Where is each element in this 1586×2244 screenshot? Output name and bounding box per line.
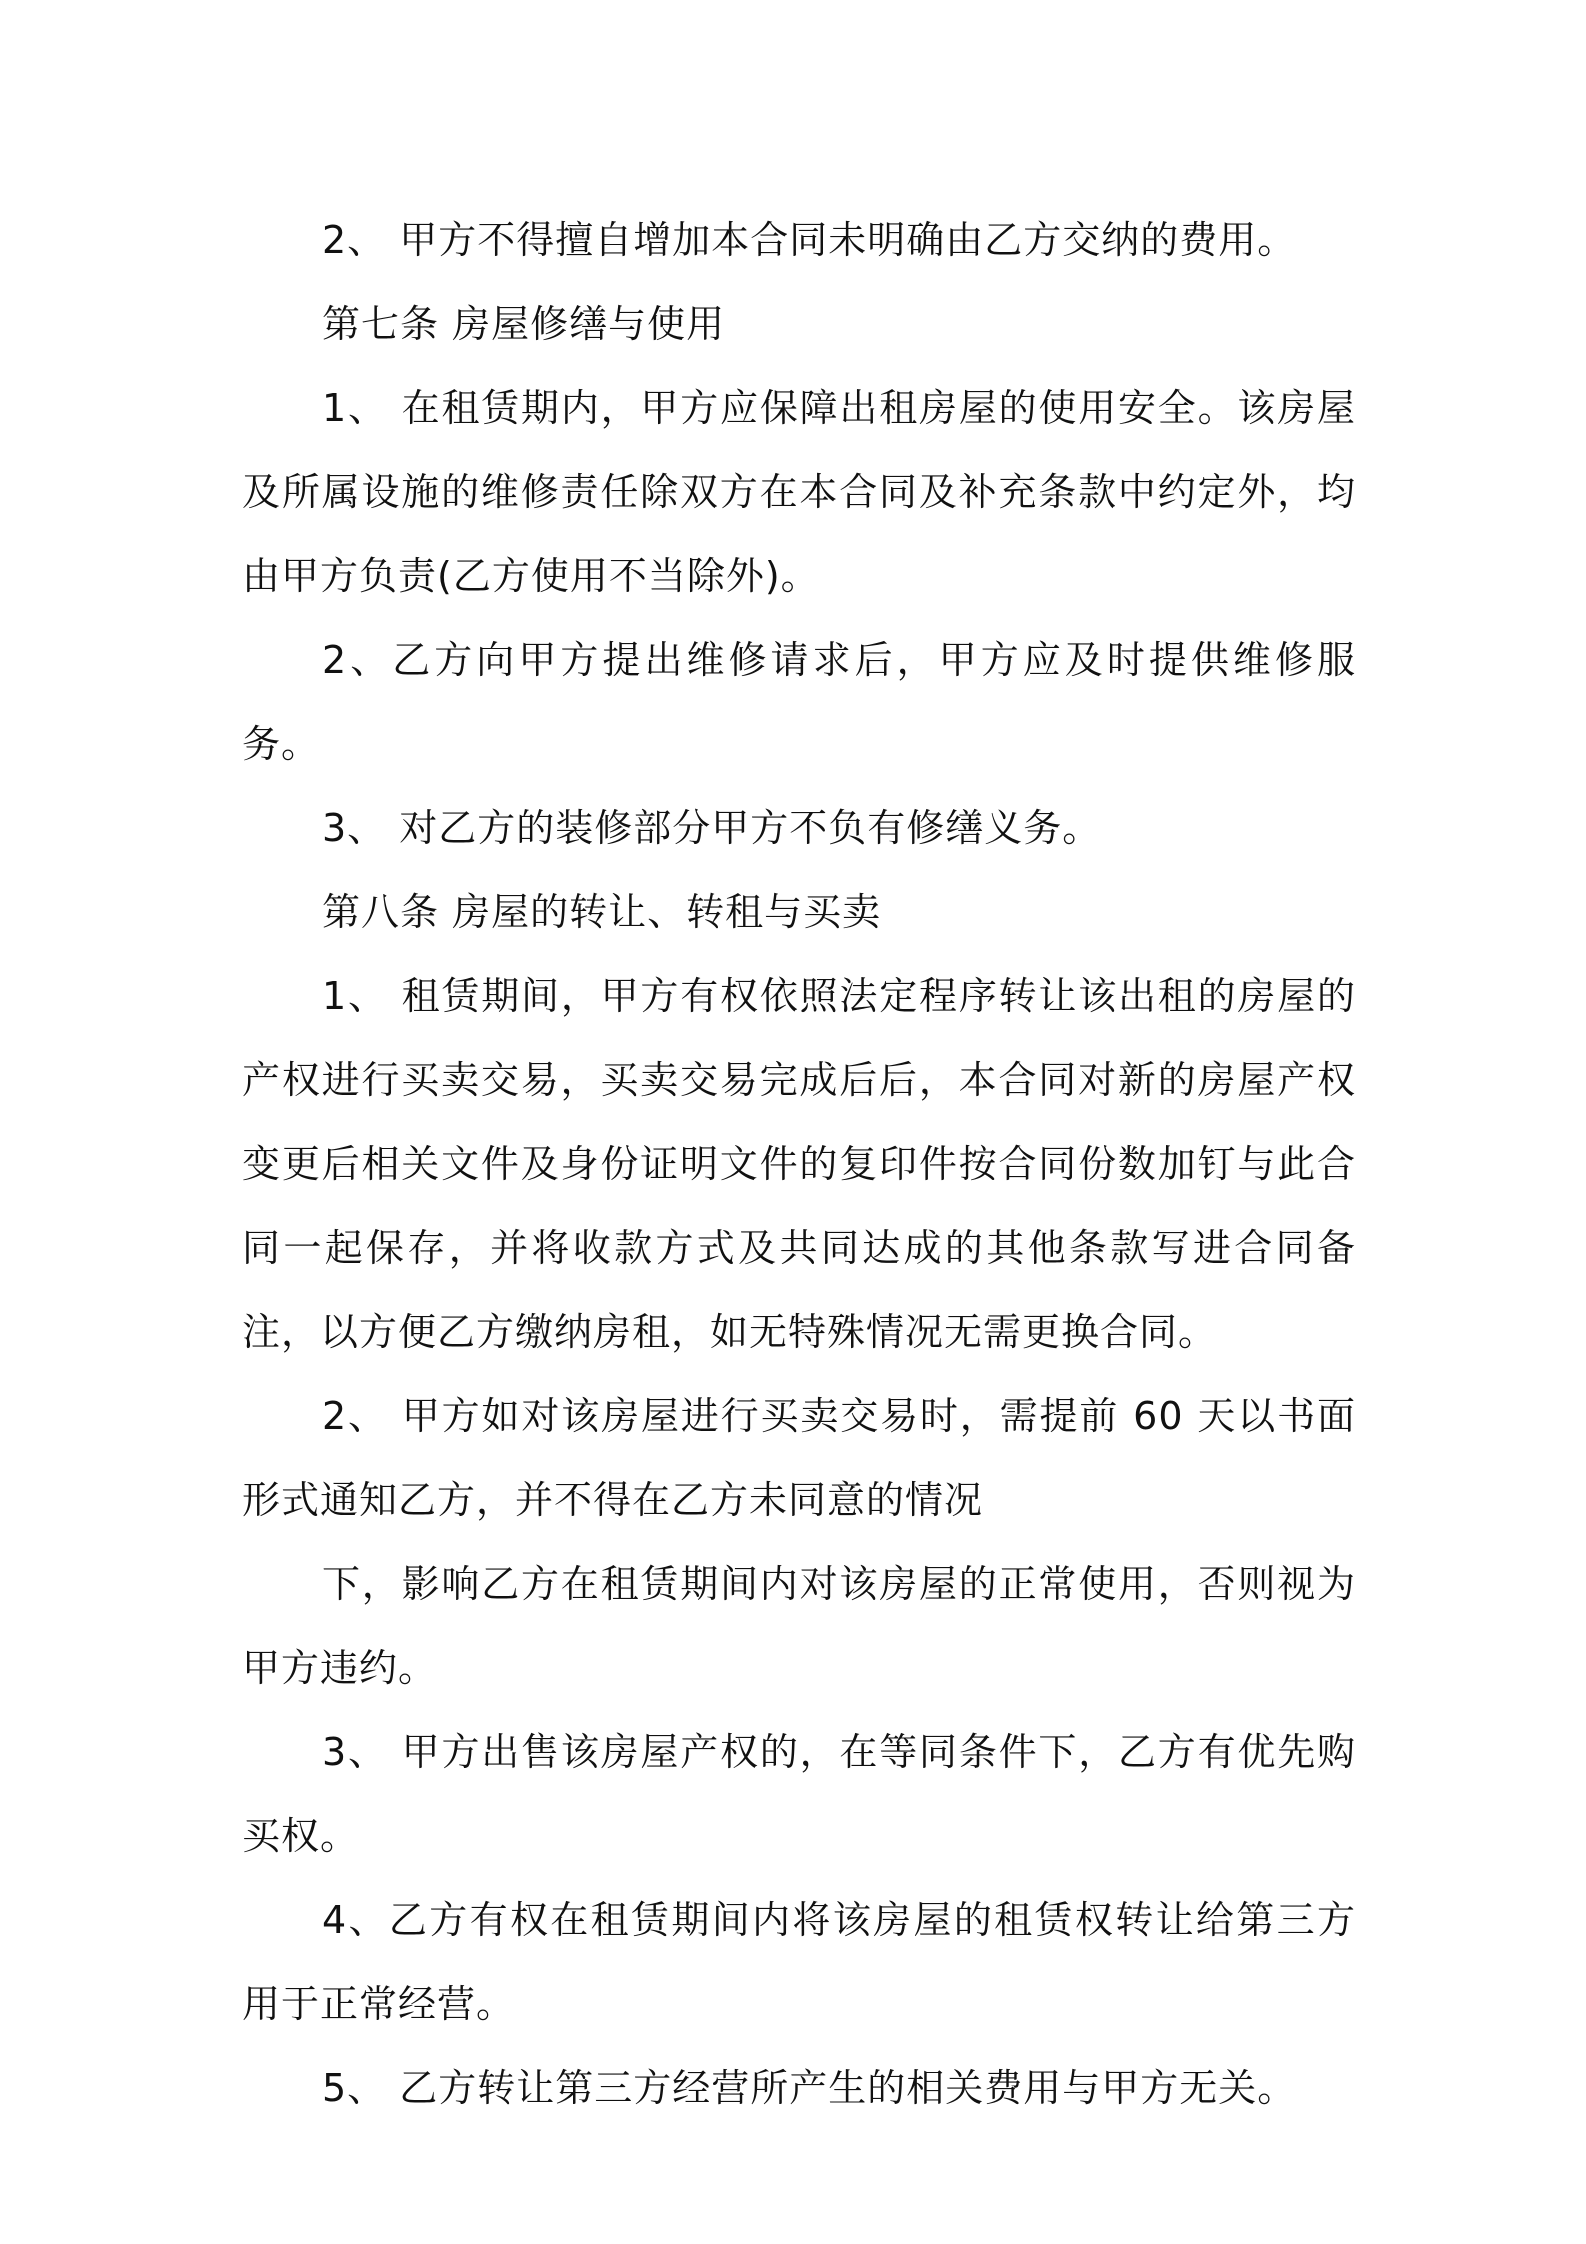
- article-8-item-2-continuation: 下，影响乙方在租赁期间内对该房屋的正常使用，否则视为甲方违约。: [242, 1562, 1356, 1690]
- article-8-item-5: 5、 乙方转让第三方经营所产生的相关费用与甲方无关。: [322, 2066, 1297, 2110]
- article-8-item-4: 4、乙方有权在租赁期间内将该房屋的租赁权转让给第三方用于正常经营。: [242, 1898, 1356, 2026]
- article-8-item-2: 2、 甲方如对该房屋进行买卖交易时，需提前 60 天以书面形式通知乙方，并不得在乙方未同意的情况: [242, 1394, 1356, 1522]
- article-7-item-2: 2、乙方向甲方提出维修请求后，甲方应及时提供维修服务。: [242, 638, 1356, 766]
- article-8-item-1: 1、 租赁期间，甲方有权依照法定程序转让该出租的房屋的产权进行买卖交易，买卖交易完成后后，本合同对新的房屋产权变更后相关文件及身份证明文件的复印件按合同份数加钉与此合同一起保存，并将收款方式及共同达成的其他条款写进合同备注，以方便乙方缴纳房租，如无特殊情况无需更换合同。: [242, 974, 1356, 1354]
- article-7-item-3: 3、 对乙方的装修部分甲方不负有修缮义务。: [322, 806, 1102, 850]
- article-7-item-1: 1、 在租赁期内，甲方应保障出租房屋的使用安全。该房屋及所属设施的维修责任除双方在本合同及补充条款中约定外，均由甲方负责(乙方使用不当除外)。: [242, 386, 1356, 598]
- clause-7-prev-item-2: 2、 甲方不得擅自增加本合同未明确由乙方交纳的费用。: [322, 218, 1297, 262]
- article-8-heading: 第八条 房屋的转让、转租与买卖: [322, 890, 882, 934]
- article-8-item-3: 3、 甲方出售该房屋产权的，在等同条件下，乙方有优先购买权。: [242, 1730, 1356, 1858]
- article-7-heading: 第七条 房屋修缮与使用: [322, 302, 726, 346]
- contract-body: [242, 198, 1356, 2130]
